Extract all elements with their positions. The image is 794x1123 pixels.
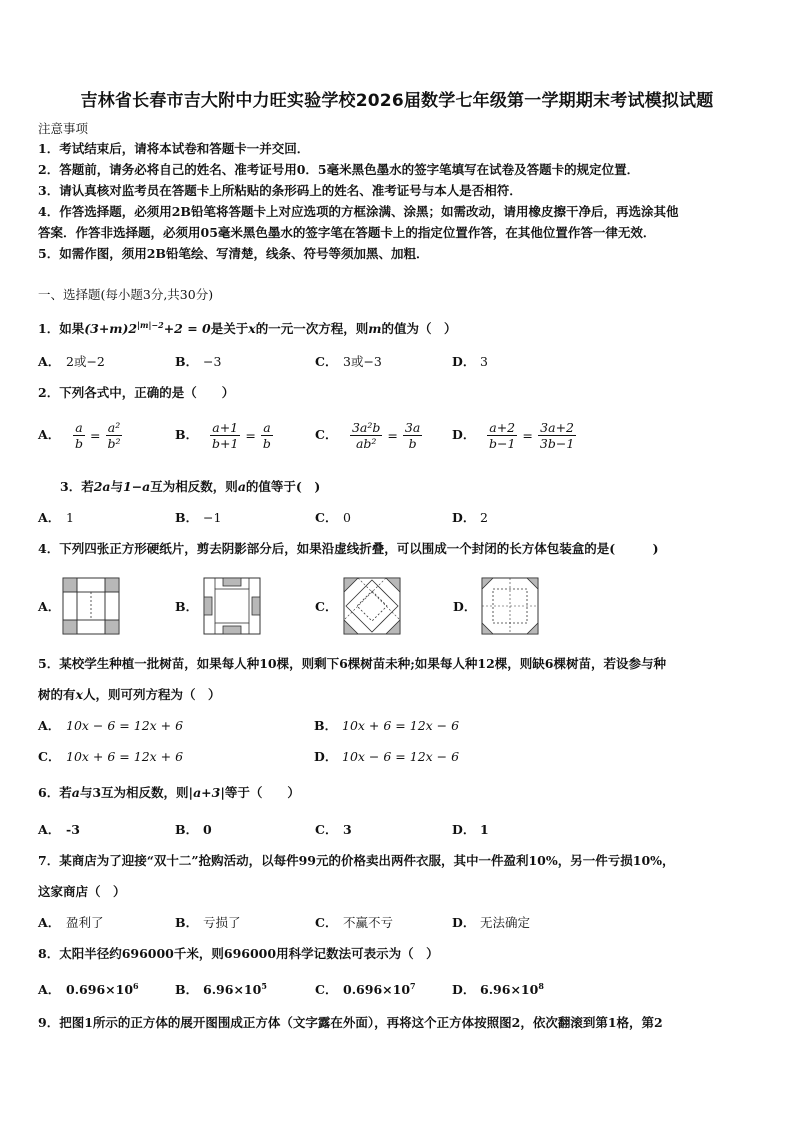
question-7-stem-line2: 这家商店（ ） [38, 884, 126, 899]
q2c-left-fraction: $\frac{\text{3a²b}}{\text{ab²}}$ [351, 420, 381, 451]
q7-option-a[interactable]: A． 盈利了 [38, 915, 104, 930]
question-7-stem-line1: 7．某商店为了迎接“双十二”抢购活动，以每件99元的价格卖出两件衣服，其中一件盈利10%，另一件亏损10%， [38, 853, 675, 868]
q8-option-c[interactable]: C． $0.696\times 10^7$ [315, 981, 416, 998]
question-9-stem-line1: 9．把图1所示的正方体的展开图围成正方体（文字露在外面），再将这个正方体按照图2，依次翻滚到第1格，第2 [38, 1015, 663, 1030]
q5-option-a[interactable]: A． 10x − 6 = 12x + 6 [38, 718, 184, 733]
q2a-right-fraction: $\frac{\text{a²}}{\text{b²}}$ [107, 420, 121, 451]
q4-figure-b[interactable] [203, 577, 261, 635]
question-5-options-row2 [38, 748, 758, 778]
question-4-stem: 4．下列四张正方形硬纸片，剪去阴影部分后，如果沿虚线折叠，可以围成一个封闭的长方体包装盒的是( ) [38, 541, 659, 556]
question-2-options [38, 420, 758, 462]
q2c-right-fraction: $\frac{3a}{b}$ [404, 420, 421, 451]
q1-option-c[interactable]: C． 3或−3 [315, 354, 382, 369]
question-6-stem: 6．若a与3互为相反数，则|a+3|等于（ ） [38, 785, 300, 800]
question-3-options [38, 509, 758, 539]
q1-var: x [248, 321, 256, 337]
exam-title: 吉林省长春市吉大附中力旺实验学校2026届数学七年级第一学期期末考试模拟试题 [80, 91, 714, 111]
q3-option-d[interactable]: D． 2 [452, 510, 488, 525]
question-5-options-row1 [38, 717, 758, 747]
q5-option-d[interactable]: D． 10x − 6 = 12x − 6 [314, 749, 460, 764]
q1-option-a[interactable]: A． 2或−2 [38, 354, 105, 369]
notice-item-4: 4．作答选择题，必须用2B铅笔将答题卡上对应选项的方框涂满、涂黑；如需改动，请用橡皮擦干净后，再选涂其他 [38, 204, 679, 219]
q7-option-d[interactable]: D． 无法确定 [452, 915, 531, 930]
q3-option-a[interactable]: A． 1 [38, 510, 74, 525]
q2d-right-fraction: $\frac{3a+2}{3b-1}$ [539, 420, 575, 451]
q1-suffix: 的值为（ ） [381, 321, 457, 337]
q2b-right-fraction: $\frac{a}{b}$ [262, 420, 271, 451]
q4-figure-c[interactable] [343, 577, 401, 635]
q1-prefix: 1．如果 [38, 321, 85, 337]
notice-item-5: 5．如需作图，须用2B铅笔绘、写清楚，线条、符号等须加黑、加粗． [38, 246, 429, 261]
q2-option-a[interactable]: A． $\frac{a}{b}$ = $\frac{\text{a²}}{\text{b²}}$ [38, 420, 121, 451]
question-1-stem [38, 316, 456, 338]
q7-option-b[interactable]: B． 亏损了 [175, 915, 241, 930]
q4-label-b[interactable]: B． [175, 599, 199, 614]
q1-expr-b: +2 = 0 [163, 321, 211, 337]
q5-option-b[interactable]: B． 10x + 6 = 12x − 6 [314, 718, 460, 733]
question-8-stem: 8．太阳半径约696000千米，则696000用科学记数法可表示为（ ） [38, 946, 439, 961]
notice-item-2: 2．答题前，请务必将自己的姓名、准考证号用0．5毫米黑色墨水的签字笔填写在试卷及答题卡的规定位置． [38, 162, 640, 177]
q7-option-c[interactable]: C． 不赢不亏 [315, 915, 394, 930]
notice-item-1: 1．考试结束后，请将本试卷和答题卡一并交回． [38, 141, 310, 156]
q6-option-c[interactable]: C． 3 [315, 822, 352, 837]
q3-option-c[interactable]: C． 0 [315, 510, 351, 525]
q2d-left-fraction: $\frac{a+2}{b-1}$ [488, 420, 516, 451]
q1-mid2: 的一元一次方程，则 [255, 321, 369, 337]
question-3-stem: 3．若2a与1−a互为相反数，则a的值等于( ) [60, 479, 321, 494]
q1-mid: 是关于 [210, 321, 249, 337]
notice-item-4-cont: 答案．作答非选择题，必须用05毫米黑色墨水的签字笔在答题卡上的指定位置作答，在其他位置作答一律无效． [38, 225, 656, 240]
q5-option-c[interactable]: C． 10x + 6 = 12x + 6 [38, 749, 184, 764]
q2-option-c[interactable]: C． $\frac{\text{3a²b}}{\text{ab²}}$ = $\frac{3a}{b}$ [315, 420, 421, 451]
q2a-left-fraction: $\frac{a}{b}$ [74, 420, 83, 451]
q8-option-a[interactable]: A． $0.696\times 10^6$ [38, 981, 139, 998]
q2-option-d[interactable]: D． $\frac{a+2}{b-1}$ = $\frac{3a+2}{3b-1}$ [452, 420, 575, 451]
q3-option-b[interactable]: B． −1 [175, 510, 222, 525]
q4-label-d[interactable]: D． [453, 599, 477, 614]
notice-item-3: 3．请认真核对监考员在答题卡上所粘贴的条形码上的姓名、准考证号与本人是否相符． [38, 183, 522, 198]
question-7-options [38, 914, 758, 944]
q1-expr-exponent: |m|−2 [137, 320, 164, 330]
question-5-stem-line2: 树的有x人，则可列方程为（ ） [38, 687, 221, 702]
q2b-left-fraction: $\frac{a+1}{b+1}$ [211, 420, 239, 451]
q4-figure-a[interactable] [62, 577, 120, 635]
q1-option-d[interactable]: D． 3 [452, 354, 488, 369]
question-5-stem-line1: 5．某校学生种植一批树苗，如果每人种10棵，则剩下6棵树苗未种;如果每人种12棵，则缺6棵树苗，若设参与种 [38, 656, 666, 671]
q4-label-c[interactable]: C． [315, 599, 338, 614]
q1-expr-a: (3+m)2 [84, 321, 138, 337]
q1-var2: m [368, 321, 382, 337]
q8-option-d[interactable]: D． $6.96\times 10^8$ [452, 981, 544, 998]
q6-option-d[interactable]: D． 1 [452, 822, 489, 837]
q2-option-b[interactable]: B． $\frac{a+1}{b+1}$ = $\frac{a}{b}$ [175, 420, 271, 451]
q6-option-a[interactable]: A． -3 [38, 822, 80, 837]
question-1-options [38, 353, 758, 383]
q4-figure-d[interactable] [481, 577, 539, 635]
q8-option-b[interactable]: B． $6.96\times 10^5$ [175, 981, 267, 998]
question-6-options [38, 821, 758, 851]
q1-option-b[interactable]: B． −3 [175, 354, 222, 369]
q4-label-a[interactable]: A． [38, 599, 61, 614]
q6-option-b[interactable]: B． 0 [175, 822, 212, 837]
section-heading: 一、选择题(每小题3分,共30分) [38, 287, 214, 302]
question-2-stem: 2．下列各式中，正确的是（ ） [38, 385, 235, 400]
notice-heading: 注意事项 [38, 121, 89, 136]
question-8-options [38, 977, 758, 1007]
